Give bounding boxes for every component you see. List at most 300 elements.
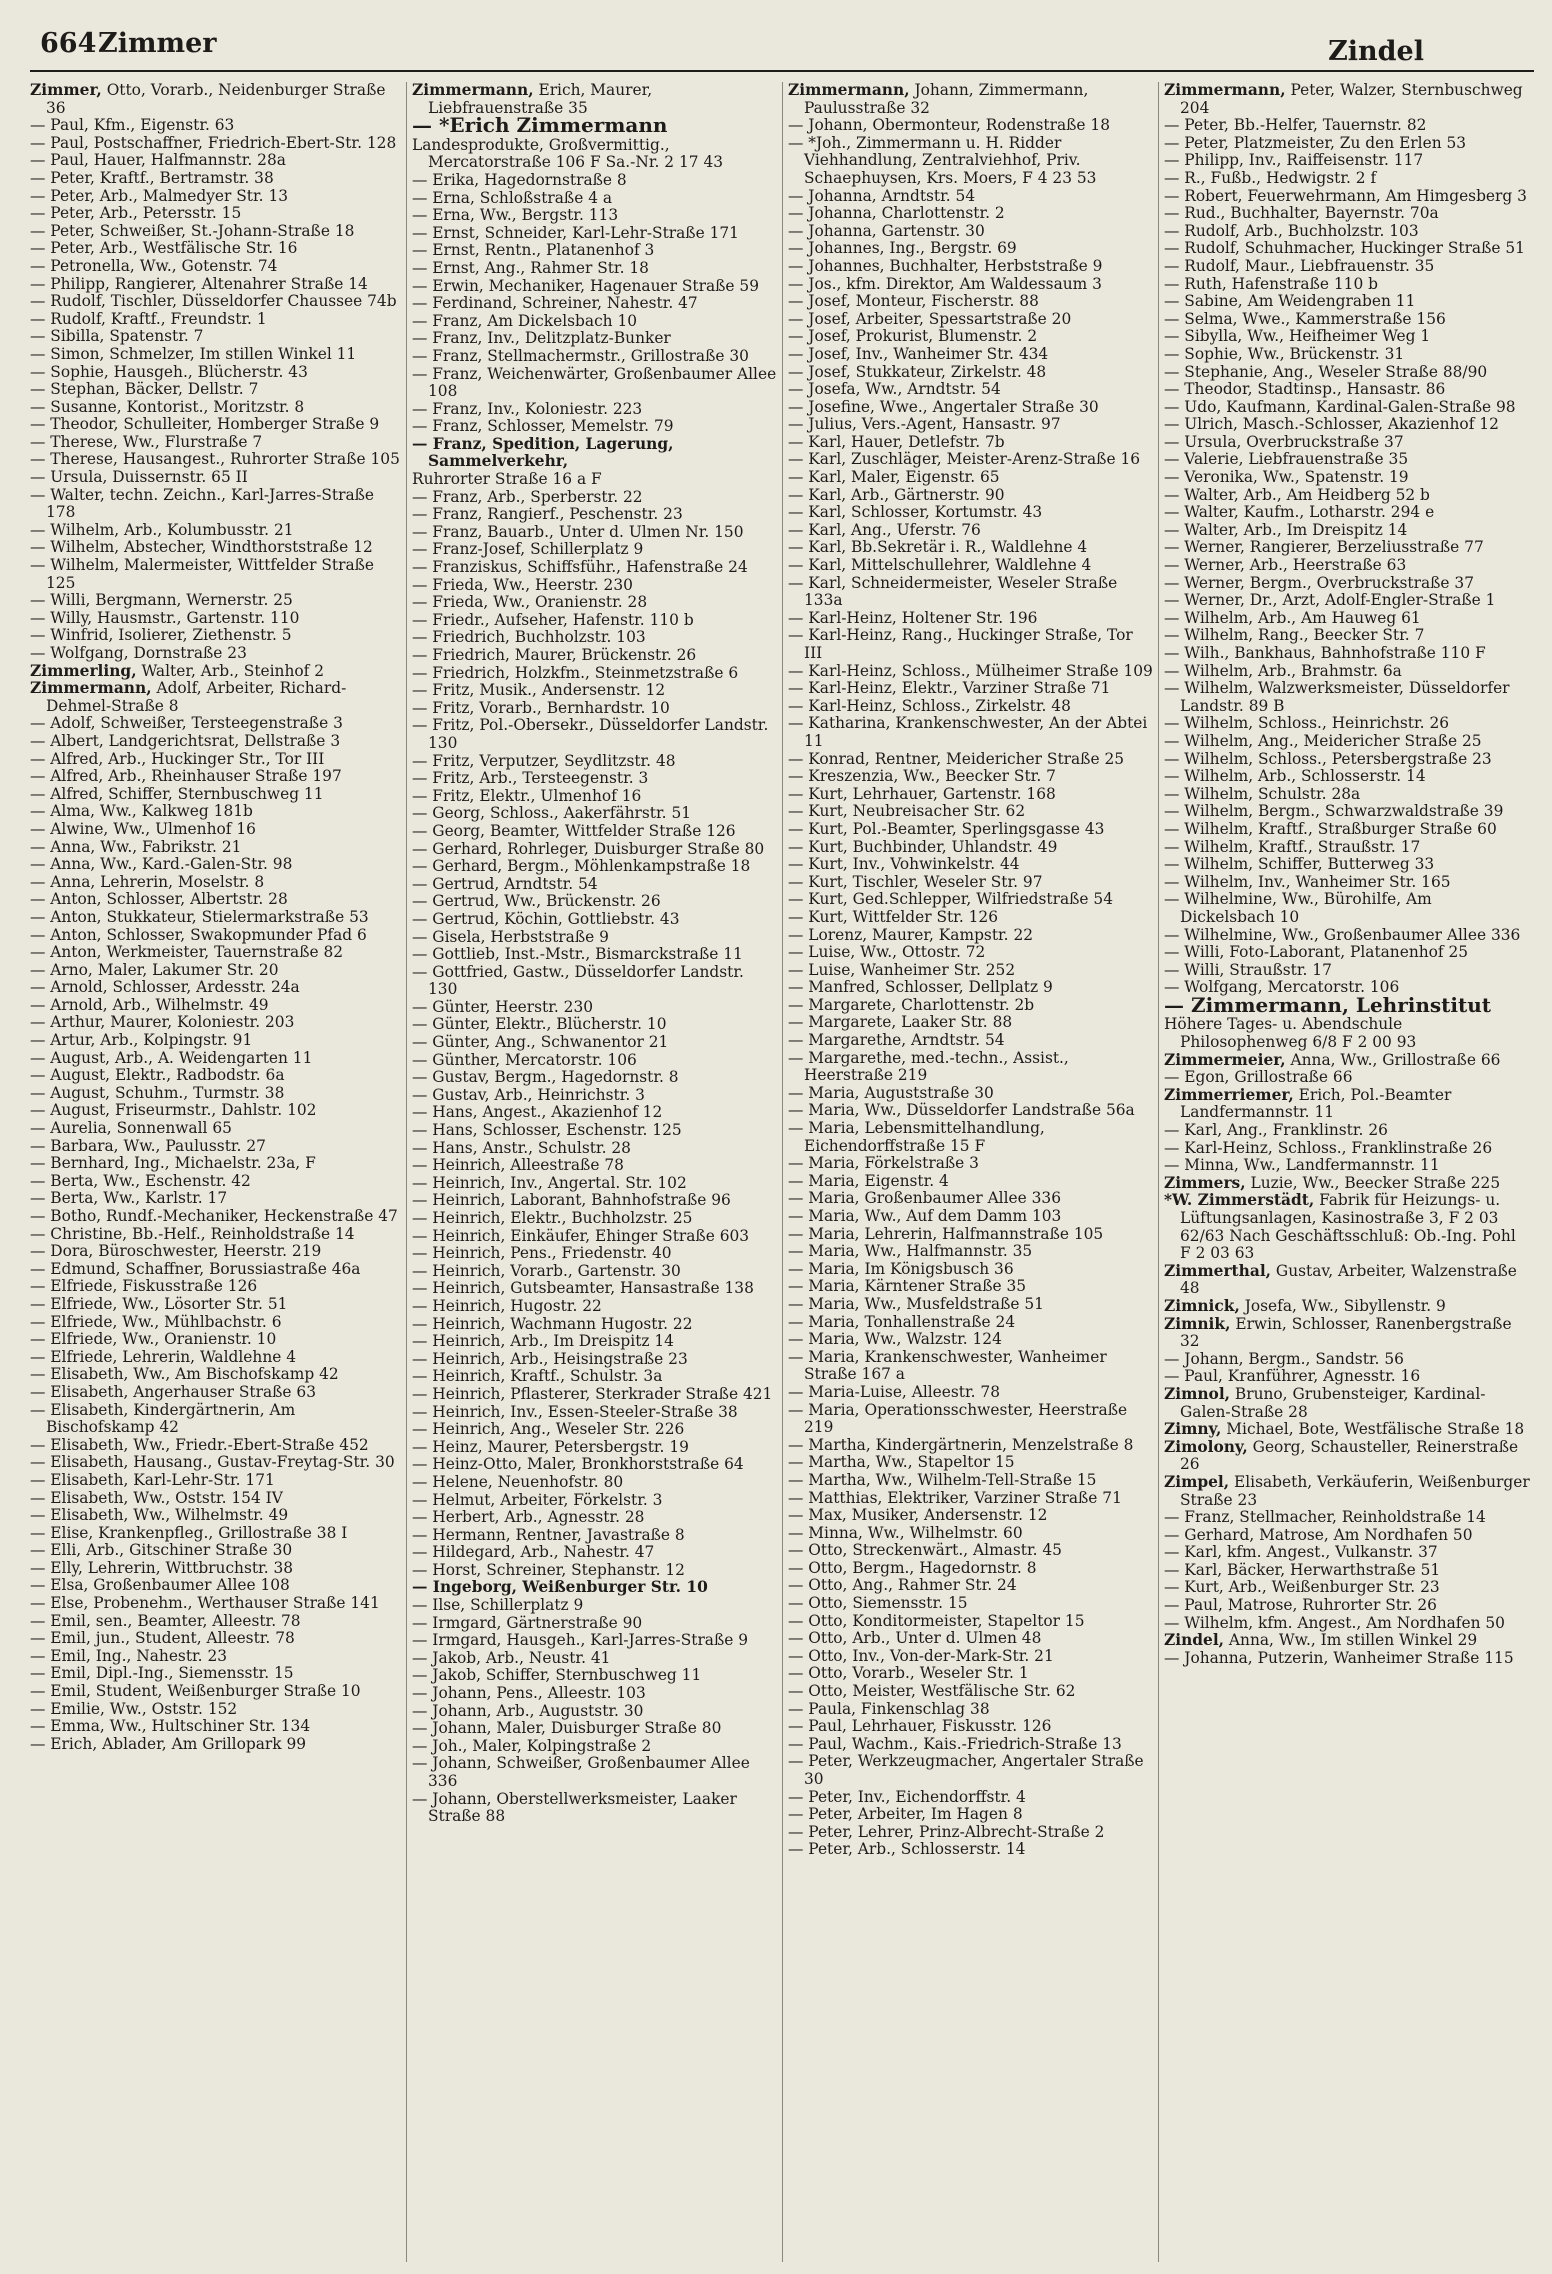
directory-entry [1164,328,1530,346]
directory-entry [788,1278,1154,1296]
entry-text: Anna, Ww., Im stillen Winkel 29 [1224,1631,1478,1650]
entry-text: — Sophie, Ww., Brückenstr. 31 [1164,344,1405,363]
entry-text: — Ernst, Rentn., Platanenhof 3 [412,241,655,260]
directory-entry [30,1085,402,1103]
entry-text: — Erwin, Mechaniker, Hagenauer Straße 59 [412,276,760,295]
directory-entry [412,753,778,771]
entry-text: — Johann, Pens., Alleestr. 103 [412,1684,646,1703]
entry-text: — Karl-Heinz, Rang., Huckinger Straße, Tor III [788,626,1133,662]
directory-entry [788,627,1154,662]
directory-entry [412,1316,778,1334]
entry-text: — Maria, Operationsschwester, Heerstraße 219 [788,1400,1128,1437]
entry-text: — Minna, Ww., Wilhelmstr. 60 [788,1523,1023,1542]
directory-entry [30,1718,402,1736]
directory-entry [1164,992,1530,1017]
entry-text: — Maria, Lehrerin, Halfmannstraße 105 [788,1224,1104,1243]
directory-entry [1164,152,1530,170]
directory-entry [412,172,778,190]
entry-surname: Zimpel, [1164,1472,1230,1491]
entry-text: — Johanna, Putzerin, Wanheimer Straße 115 [1164,1648,1514,1667]
entry-text: — Maria, Im Königsbusch 36 [788,1259,1014,1278]
directory-entry [1164,733,1530,751]
entry-text: — Franz, Inv., Koloniestr. 223 [412,399,643,418]
entry-text: — Paul, Kranführer, Agnesstr. 16 [1164,1367,1421,1386]
directory-entry [412,1069,778,1087]
directory-columns [30,82,1534,2262]
entry-text: — Franz-Josef, Schillerplatz 9 [412,540,644,559]
directory-entry [30,117,402,135]
directory-entry [30,1050,402,1068]
directory-entry [1164,188,1530,206]
entry-text: — Alfred, Arb., Huckinger Str., Tor III [30,749,325,768]
entry-text: — Friedrich, Maurer, Brückenstr. 26 [412,646,697,664]
directory-entry [30,997,402,1015]
entry-text: — Peter, Platzmeister, Zu den Erlen 53 [1164,133,1467,152]
entry-text: — Wilhelm, Kraftf., Straußstr. 17 [1164,837,1421,856]
entry-text: — Lorenz, Maurer, Kampstr. 22 [788,925,1034,944]
entry-text: — Heinrich, Kraftf., Schulstr. 3a [412,1367,663,1386]
entry-text: — Günther, Mercatorstr. 106 [412,1050,637,1069]
entry-text: — Jakob, Schiffer, Sternbuschweg 11 [412,1666,702,1685]
entry-surname: Zimmerriemer, [1164,1085,1294,1104]
directory-entry [788,205,1154,223]
entry-text: — Gertrud, Arndtstr. 54 [412,874,598,893]
directory-entry [30,839,402,857]
directory-entry [412,207,778,225]
entry-text: — Heinrich, Pflasterer, Sterkrader Straße 421 [412,1384,773,1403]
directory-entry [788,416,1154,434]
entry-text: — Elisabeth, Ww., Oststr. 154 IV [30,1488,283,1507]
directory-entry [30,293,402,311]
directory-entry [1164,1597,1530,1615]
directory-entry [412,629,778,647]
entry-text: — Therese, Hausangest., Ruhrorter Straße 105 [30,450,400,469]
entry-text: — Kurt, Neubreisacher Str. 62 [788,802,1026,821]
directory-entry [30,1261,402,1279]
entry-text: — Rud., Buchhalter, Bayernstr. 70a [1164,204,1439,223]
directory-entry [788,698,1154,716]
directory-entry [1164,82,1530,117]
directory-entry [30,1542,402,1560]
entry-text: — August, Arb., A. Weidengarten 11 [30,1048,313,1067]
directory-entry [30,1173,402,1191]
directory-entry [788,909,1154,927]
entry-text: Michael, Bote, Westfälische Straße 18 [1221,1420,1525,1439]
directory-entry [412,190,778,208]
directory-entry [30,1560,402,1578]
directory-entry [788,839,1154,857]
entry-text: — Werner, Dr., Arzt, Adolf-Engler-Straße 1 [1164,591,1496,610]
entry-text: — Kurt, Inv., Vohwinkelstr. 44 [788,855,1020,874]
entry-text: — Ruth, Hafenstraße 110 b [1164,274,1378,293]
directory-entry [788,557,1154,575]
entry-text: — Edmund, Schaffner, Borussiastraße 46a [30,1259,361,1278]
directory-entry [412,348,778,366]
directory-entry [412,770,778,788]
directory-entry [30,135,402,153]
entry-text: — Manfred, Schlosser, Dellplatz 9 [788,978,1053,997]
directory-entry [412,893,778,911]
directory-entry [412,1544,778,1562]
directory-entry [788,82,1154,117]
directory-entry [30,451,402,469]
entry-text: Walter, Arb., Steinhof 2 [136,661,325,680]
entry-text: — Gerhard, Bergm., Möhlenkampstraße 18 [412,857,751,876]
directory-entry [1164,575,1530,593]
entry-surname: *W. Zimmerstädt, [1164,1191,1315,1210]
entry-text: — Wilhelm, Schloss., Petersbergstraße 23 [1164,749,1492,768]
directory-entry [412,964,778,999]
directory-entry [788,751,1154,769]
entry-text: — Wilhelmine, Ww., Bürohilfe, Am Dickelsbach 10 [1164,890,1432,926]
entry-text: — Anton, Werkmeister, Tauernstraße 82 [30,943,344,962]
entry-text: — Wolfgang, Mercatorstr. 106 [1164,978,1400,997]
directory-entry [30,962,402,980]
entry-text: — Luise, Ww., Ottostr. 72 [788,943,986,962]
directory-entry [788,1190,1154,1208]
entry-text: — Frieda, Ww., Oranienstr. 28 [412,593,648,612]
directory-entry [1164,715,1530,733]
entry-text: — Ursula, Overbruckstraße 37 [1164,432,1404,451]
entry-text: — Friedr., Aufseher, Hafenstr. 110 b [412,610,694,629]
entry-text: — Wilhelm, Schiffer, Butterweg 33 [1164,855,1435,874]
entry-text: — Kurt, Pol.-Beamter, Sperlingsgasse 43 [788,819,1105,838]
directory-entry [412,1579,778,1597]
entry-surname: Zimmermeier, [1164,1050,1286,1069]
directory-entry [788,1331,1154,1349]
entry-text: — Fritz, Pol.-Obersekr., Düsseldorfer Landstr. 130 [412,716,769,752]
directory-entry [788,1155,1154,1173]
directory-entry [30,1314,402,1332]
directory-entry [788,663,1154,681]
directory-entry [30,1437,402,1455]
entry-text: — Otto, Ang., Rahmer Str. 24 [788,1576,1017,1595]
directory-entry [412,1333,778,1351]
directory-entry [1164,1650,1530,1668]
entry-text: — Heinrich, Einkäufer, Ehinger Straße 603 [412,1226,750,1245]
entry-text: — Elli, Arb., Gitschiner Straße 30 [30,1541,293,1560]
directory-entry [30,874,402,892]
entry-text: — Friedrich, Buchholzstr. 103 [412,628,646,647]
entry-text: — Alfred, Schiffer, Sternbuschweg 11 [30,784,324,803]
directory-entry [788,1806,1154,1824]
directory-entry [788,293,1154,311]
entry-text: — Rudolf, Maur., Liebfrauenstr. 35 [1164,256,1435,275]
directory-entry [1164,434,1530,452]
entry-text: — Fritz, Verputzer, Seydlitzstr. 48 [412,751,676,770]
entry-text: — Berta, Ww., Karlstr. 17 [30,1189,228,1208]
entry-surname: — Franz, Spedition, Lagerung, Sammelverkehr, [412,434,674,471]
directory-entry [788,1736,1154,1754]
entry-text: — Bernhard, Ing., Michaelstr. 23a, F [30,1154,316,1173]
entry-text: — Matthias, Elektriker, Varziner Straße 71 [788,1488,1122,1507]
directory-entry [412,1703,778,1721]
entry-text: Erich, Pol.-Beamter Landfermannstr. 11 [1180,1085,1452,1122]
right-guide-word: Zindel [1328,36,1424,67]
entry-text: — Günter, Elektr., Blücherstr. 10 [412,1015,667,1034]
directory-entry [412,82,778,117]
entry-text: — Maria, Auguststraße 30 [788,1083,994,1102]
entry-text: — Otto, Siemensstr. 15 [788,1594,968,1613]
entry-text: — Josefa, Ww., Arndtstr. 54 [788,380,1001,399]
directory-entry [788,1050,1154,1085]
entry-text: — Irmgard, Gärtnerstraße 90 [412,1613,643,1632]
entry-display-name: — *Erich Zimmermann [412,113,668,138]
directory-entry [1164,539,1530,557]
entry-text: — Peter, Arb., Westfälische Str. 16 [30,239,298,258]
directory-entry [412,1122,778,1140]
directory-entry [1164,645,1530,663]
entry-text: — Gustav, Arb., Heinrichstr. 3 [412,1085,645,1104]
directory-entry [30,205,402,223]
entry-text: — Emil, sen., Beamter, Alleestr. 78 [30,1611,301,1630]
entry-text: — Wilhelmine, Ww., Großenbaumer Allee 336 [1164,925,1521,944]
entry-text: Johann, Zimmermann, Paulusstraße 32 [804,82,1089,117]
directory-entry [788,927,1154,945]
entry-text: — Johannes, Buchhalter, Herbststraße 9 [788,256,1103,275]
directory-entry [788,539,1154,557]
entry-text: — Susanne, Kontorist., Moritzstr. 8 [30,397,305,416]
entry-text: — Udo, Kaufmann, Kardinal-Galen-Straße 98 [1164,397,1516,416]
directory-entry [30,311,402,329]
directory-entry [30,821,402,839]
directory-entry [788,434,1154,452]
directory-entry [412,823,778,841]
entry-text: — Erna, Schloßstraße 4 a [412,188,613,207]
directory-entry [788,575,1154,610]
directory-entry [412,1404,778,1422]
left-guide-word: Zimmer [98,28,217,59]
entry-text: — Maria-Luise, Alleestr. 78 [788,1382,1001,1401]
entry-text: — Karl, Arb., Gärtnerstr. 90 [788,485,1005,504]
entry-text: — Maria, Ww., Halfmannstr. 35 [788,1242,1033,1261]
entry-surname: Zimmermann, [30,679,152,698]
directory-entry [412,1140,778,1158]
directory-entry [412,524,778,542]
directory-entry [1164,1069,1530,1087]
entry-text: — Willi, Bergmann, Wernerstr. 25 [30,591,293,610]
entry-text: — Martha, Kindergärtnerin, Menzelstraße 8 [788,1435,1134,1454]
entry-text: — Peter, Arb., Schlosserstr. 14 [788,1840,1026,1859]
entry-text: — Emil, Dipl.-Ing., Siemensstr. 15 [30,1664,294,1683]
directory-entry [30,1384,402,1402]
entry-text: — Maria, Tonhallenstraße 24 [788,1312,1016,1331]
directory-entry [30,803,402,821]
entry-text: — Wilhelm, Bergm., Schwarzwaldstraße 39 [1164,802,1504,821]
directory-entry [788,1261,1154,1279]
entry-text: — Heinrich, Arb., Heisingstraße 23 [412,1349,688,1368]
entry-text: — Anna, Ww., Fabrikstr. 21 [30,837,242,856]
entry-surname: Zimmermann, [788,82,910,99]
entry-text: — Johanna, Gartenstr. 30 [788,221,985,240]
entry-text: — Heinrich, Wachmann Hugostr. 22 [412,1314,693,1333]
entry-text: — Otto, Inv., Von-der-Mark-Str. 21 [788,1646,1054,1665]
directory-entry [30,539,402,557]
entry-text: — Karl, Bäcker, Herwarthstraße 51 [1164,1560,1441,1579]
entry-text: — Friedrich, Holzkfm., Steinmetzstraße 6 [412,663,739,682]
directory-entry [30,82,402,117]
directory-entry [412,1597,778,1615]
entry-text: — Wilhelm, Abstecher, Windthorststraße 12 [30,538,373,557]
directory-entry [412,1298,778,1316]
entry-text: — Wolfgang, Dornstraße 23 [30,644,247,662]
column-3 [782,82,1158,2262]
directory-entry [412,1210,778,1228]
directory-entry [412,1632,778,1650]
entry-text: — Johanna, Arndtstr. 54 [788,186,976,205]
directory-entry [30,610,402,628]
entry-text: — Peter, Arb., Petersstr. 15 [30,204,242,223]
entry-text: — Else, Probenehm., Werthauser Straße 141 [30,1594,380,1613]
directory-entry [30,909,402,927]
entry-text: — Josef, Monteur, Fischerstr. 88 [788,292,1039,311]
entry-text: — Elsa, Großenbaumer Allee 108 [30,1576,290,1595]
entry-text: — Petronella, Ww., Gotenstr. 74 [30,256,278,275]
directory-entry [788,610,1154,628]
entry-text: Josefa, Ww., Sibyllenstr. 9 [1239,1296,1446,1315]
directory-entry [1164,891,1530,926]
directory-entry [412,946,778,964]
entry-text: — Otto, Bergm., Hagedornstr. 8 [788,1558,1037,1577]
directory-entry [412,858,778,876]
entry-surname: Zimmermann, [412,82,534,99]
directory-entry [412,225,778,243]
entry-text: — Kurt, Arb., Weißenburger Str. 23 [1164,1578,1440,1597]
entry-text: — Willi, Foto-Laborant, Platanenhof 25 [1164,943,1469,962]
directory-entry [30,1507,402,1525]
entry-text: — Irmgard, Hausgeh., Karl-Jarres-Straße 9 [412,1631,749,1650]
directory-entry [788,1507,1154,1525]
entry-text: — Anton, Schlosser, Swakopmunder Pfad 6 [30,925,367,944]
entry-text: — Ferdinand, Schreiner, Nahestr. 47 [412,294,698,313]
directory-entry [30,1243,402,1261]
entry-text: — Gerhard, Rohrleger, Duisburger Straße 80 [412,839,765,858]
entry-text: — Gertrud, Ww., Brückenstr. 26 [412,892,661,911]
directory-entry [412,401,778,419]
entry-surname: Zimmerling, [30,661,137,680]
entry-text: — Elisabeth, Angerhauser Straße 63 [30,1382,317,1401]
entry-surname: Zimny, [1164,1420,1222,1439]
directory-entry [412,1456,778,1474]
directory-entry [1164,1175,1530,1193]
entry-text: — Johann, Bergm., Sandstr. 56 [1164,1349,1404,1368]
directory-entry [30,346,402,364]
directory-entry [412,1421,778,1439]
directory-entry [1164,1087,1530,1122]
entry-text: — Erika, Hagedornstraße 8 [412,170,627,189]
directory-entry [30,1226,402,1244]
entry-text: — Margarete, Charlottenstr. 2b [788,995,1035,1014]
directory-entry [788,258,1154,276]
entry-text: Otto, Vorarb., Neidenburger Straße 36 [46,82,386,117]
entry-text: — Emilie, Ww., Oststr. 152 [30,1699,238,1718]
directory-entry [30,1278,402,1296]
entry-text: — Rudolf, Kraftf., Freundstr. 1 [30,309,267,328]
entry-text: — *Joh., Zimmermann u. H. Ridder Viehhandlung, Zentralviehhof, Priv. Schaephuysen, Krs. Moers, F 4 23 53 [788,133,1097,187]
entry-text: — Katharina, Krankenschwester, An der Abtei 11 [788,714,1148,750]
directory-entry [412,805,778,823]
entry-text: — R., Fußb., Hedwigstr. 2 f [1164,168,1377,187]
entry-text: — Horst, Schreiner, Stephanstr. 12 [412,1560,685,1579]
directory-entry [788,891,1154,909]
directory-entry [412,1755,778,1790]
entry-text: — Kreszenzia, Ww., Beecker Str. 7 [788,767,1056,786]
entry-text: — Stephanie, Ang., Weseler Straße 88/90 [1164,362,1488,381]
directory-entry [1164,1439,1530,1474]
entry-text: — Maria, Ww., Düsseldorfer Landstraße 56a [788,1101,1135,1120]
entry-text: — Johann, Arb., Auguststr. 30 [412,1701,644,1720]
directory-entry [412,278,778,296]
directory-entry [788,1683,1154,1701]
entry-text: Fabrik für Heizungs- u. Lüftungsanlagen, Kasinostraße 3, F 2 03 62/63 Nach Geschäftsschluß: Ob.-Ing. Pohl F 2 03 63 [1180,1191,1516,1263]
directory-entry [30,645,402,663]
page-header [30,24,1534,72]
directory-entry [1164,1157,1530,1175]
entry-text: — Alfred, Arb., Rheinhauser Straße 197 [30,767,342,786]
entry-text: — Karl-Heinz, Elektr., Varziner Straße 71 [788,679,1111,698]
directory-entry [412,489,778,507]
entry-text: — Maria, Eigenstr. 4 [788,1171,949,1190]
directory-entry [30,1190,402,1208]
entry-text: — Hermann, Rentner, Javastraße 8 [412,1525,685,1544]
directory-entry [30,188,402,206]
directory-entry [412,471,778,489]
directory-entry [412,788,778,806]
entry-text: — Helene, Neuenhofstr. 80 [412,1472,624,1491]
directory-entry [412,612,778,630]
directory-entry [1164,205,1530,223]
entry-text: — Wilhelm, kfm. Angest., Am Nordhafen 50 [1164,1613,1505,1632]
entry-surname: Zindel, [1164,1631,1225,1650]
entry-text: — Margarethe, med.-techn., Assist., Heerstraße 219 [788,1048,1069,1085]
entry-text: — Maria, Ww., Walzstr. 124 [788,1330,1002,1349]
entry-text: — Johann, Schweißer, Großenbaumer Allee 336 [412,1754,750,1790]
entry-text: — Arnold, Schlosser, Ardesstr. 24a [30,978,300,997]
entry-text: — Erna, Ww., Bergstr. 113 [412,206,619,225]
directory-entry [788,276,1154,294]
entry-text: — Max, Musiker, Andersenstr. 12 [788,1506,1048,1525]
directory-entry [788,768,1154,786]
directory-entry [30,1665,402,1683]
entry-text: — Josef, Arbeiter, Spessartstraße 20 [788,309,1072,328]
entry-text: — Paul, Lehrhauer, Fiskusstr. 126 [788,1717,1052,1736]
entry-text: — Johanna, Charlottenstr. 2 [788,204,1005,223]
directory-entry [412,541,778,559]
entry-text: — Rudolf, Tischler, Düsseldorfer Chaussee 74b [30,292,397,311]
entry-text: — Heinrich, Elektr., Buchholzstr. 25 [412,1209,693,1227]
entry-text: — Elisabeth, Karl-Lehr-Str. 171 [30,1470,275,1489]
directory-entry [1164,1615,1530,1633]
directory-entry [1164,1298,1530,1316]
directory-entry [788,1384,1154,1402]
directory-entry [788,1173,1154,1191]
directory-entry [788,1085,1154,1103]
directory-entry [1164,1263,1530,1298]
entry-text: — Wilhelm, Kraftf., Straßburger Straße 60 [1164,819,1497,838]
entry-text: — Georg, Beamter, Wittfelder Straße 126 [412,821,736,840]
entry-text: — Franz, Stellmacher, Reinholdstraße 14 [1164,1508,1486,1527]
entry-text: — Gottlieb, Inst.-Mstr., Bismarckstraße 11 [412,945,743,964]
directory-entry [1164,557,1530,575]
directory-entry [30,786,402,804]
directory-entry [788,223,1154,241]
entry-text: Erwin, Schlosser, Ranenbergstraße 32 [1180,1314,1512,1351]
entry-text: — Wilh., Bankhaus, Bahnhofstraße 110 F [1164,644,1486,662]
entry-text: — Wilhelm, Walzwerksmeister, Düsseldorfer Landstr. 89 B [1164,679,1510,715]
directory-entry [788,1243,1154,1261]
entry-text: — Robert, Feuerwehrmann, Am Himgesberg 3 [1164,186,1527,205]
entry-display-name: — Zimmermann, Lehrinstitut [1164,992,1491,1017]
